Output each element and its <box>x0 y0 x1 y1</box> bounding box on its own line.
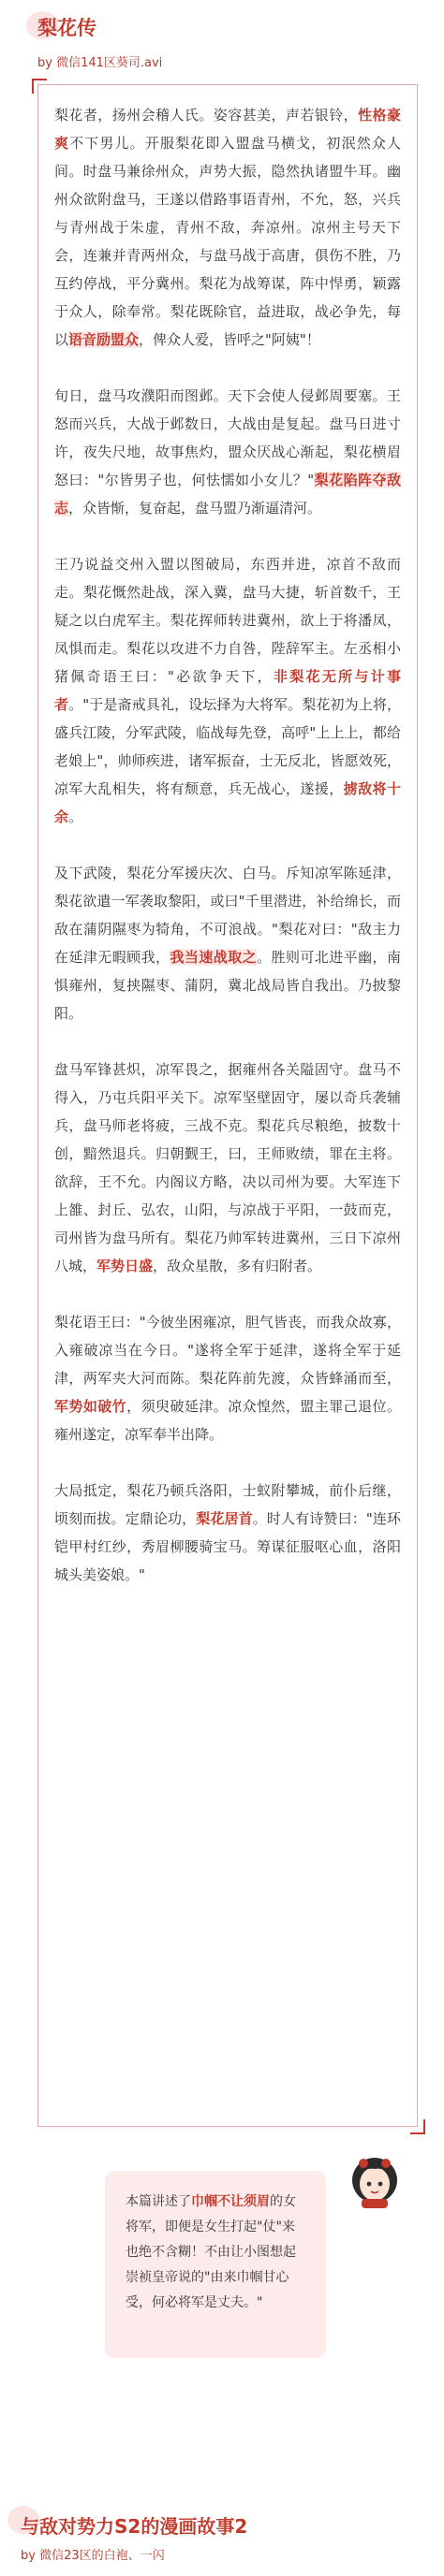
text-segment: 大局抵定，梨花乃顿兵洛阳，士蚁附攀城，前仆后继，顷刻而拔。定鼎论功， <box>54 1482 401 1527</box>
text-segment: ，众皆惭，复奋起，盘马盟乃渐逼清河。 <box>68 500 322 517</box>
author-byline: by 微信141区葵司.avi <box>37 56 163 70</box>
text-segment: 梨花者，扬州会稽人氏。姿容甚美，声若银铃， <box>54 107 359 124</box>
text-segment: 梨花语王曰："今彼坐困雍凉，胆气皆丧，而我众故寡，入雍破凉当在今日。"遂将全军于延津，遂将全军于延津，两军夹大河而陈。梨花阵前先渡，众皆蜂涌而至， <box>54 1314 401 1387</box>
text-segment: 本篇讲述了 <box>126 2194 191 2209</box>
card-corner-top-left <box>32 79 47 94</box>
text-segment: 不下男儿。开服梨花即入盟盘马横戈，初泯然众人间。时盘马兼徐州众，声势大振，隐然执诸盟牛耳。幽州众欲附盘马，王遂以借路事语青州，不允，怒，兴兵与青州战于朱虚，青州不敌，奔凉州。凉州主号天下会，连兼并青两州众，与盘马战于高唐，俱伤不胜，乃互约停战，平分冀州。梨花为战筹谋，阵中悍勇，颖露于众人，除奉常。梨花既除官，益进取，战必争先，每以 <box>54 135 401 348</box>
card-corner-bottom-right <box>410 2119 425 2134</box>
highlighted-text: 我当速战取之 <box>170 949 258 966</box>
text-segment: 的女将军，即便是女生打起"仗"来也绝不含糊！不由让小图想起崇祯皇帝说的"由来巾帼甘心受，何必将军是丈夫。" <box>126 2194 296 2310</box>
text-segment: 。"于是斋戒具礼，设坛择为大将军。梨花初为上将，盛兵江陵，分军武陵，临战每先登，高呼"上上上，都给老娘上"，帅师疾进，诸军振奋，士无反北，皆愿效死，凉军大乱相失，将有颓意，兵无战心，遂援， <box>54 696 401 797</box>
page-title: 梨花传 <box>37 17 96 39</box>
highlighted-text: 非梨花无所与计事者 <box>54 668 401 713</box>
text-segment: 。时人有诗赞曰："连环铠甲村红纱，秀眉柳腰骑宝马。筹谋征服呕心血，洛阳城头美姿娘。" <box>54 1510 401 1583</box>
highlighted-text: 巾帼不让须眉 <box>191 2194 270 2209</box>
summary-note <box>105 2171 326 2358</box>
text-segment: 。胜则可北进平幽，南惧雍州，复挟隰枣、蒲阴，冀北战局皆自我出。乃披黎阳。 <box>54 949 401 1022</box>
text-segment: 旬日，盘马攻濮阳而图邺。天下会使人侵邺周要塞。王怒而兴兵，大战于邺数日，大战由是复起。盘马日进寸许，夜失尺地，故事焦灼，盟众厌战心渐起，梨花横眉怒曰："尔皆男子也，何怯懦如小女儿？" <box>54 387 401 488</box>
highlighted-text: 性格豪爽 <box>54 107 401 152</box>
next-article-byline: by 微信23区的白袍、一闪 <box>21 2549 165 2563</box>
paragraph <box>54 1308 401 1448</box>
highlighted-text: 语音励盟众 <box>68 331 140 348</box>
highlighted-text: 军势如破竹 <box>54 1398 127 1415</box>
next-article-link[interactable]: 与敌对势力S2的漫画故事2 <box>21 2515 248 2538</box>
paragraph <box>54 101 401 354</box>
paragraph <box>54 1055 401 1280</box>
text-segment: ，敌众星散，多有归附者。 <box>153 1258 322 1274</box>
avatar <box>348 2152 401 2210</box>
text-segment: 盘马军锋甚炽，凉军畏之，据雍州各关隘固守。盘马不得入，乃屯兵阳平关下。凉军坚壁固守，屡以奇兵袭辅兵，盘马师老将疲，三战不克。梨花兵尽粮绝，披数十创，黯然退兵。归朝觐王，曰，王师败绩，罪在主将。欲辞，王不允。内阁议方略，决以司州为要。大军连下上雒、封丘、弘农，山阳，与凉战于平阳，一鼓而克，司州皆为盘马所有。梨花乃帅军转进冀州，三日下凉州八城， <box>54 1061 401 1274</box>
paragraph <box>54 382 401 522</box>
text-segment: 王乃说益交州入盟以图破局，东西并进，凉首不敌而走。梨花慨然赴战，深入冀，盘马大捷，斩首数千，王疑之以白虎军主。梨花挥师转进冀州，欲上于将潘凤，凤惧而走。梨花以攻进不力自咎，陛辞军主。左丞相小猪佩奇语王曰："必欲争天下， <box>54 556 401 685</box>
text-segment: ，俾众人爱，皆呼之"阿姨"！ <box>139 331 320 348</box>
paragraph <box>54 1477 401 1589</box>
text-segment: ，须臾破延津。凉众惶然，盟主罪己退位。雍州遂定，凉军奉半出降。 <box>54 1398 401 1443</box>
highlighted-text: 掳敌将十余 <box>54 780 401 825</box>
paragraph <box>54 859 401 1027</box>
highlighted-text: 军势日盛 <box>96 1258 154 1274</box>
text-segment: 及下武陵，梨花分军援庆次、白马。斥知凉军陈延津，梨花欲遣一军袭取黎阳，或曰"千里潜进，补给绵长，而敌在蒲阴隰枣为犄角，不可浪战。"梨花对曰："敌主力在延津无暇顾我， <box>54 865 401 966</box>
highlighted-text: 梨花陷阵夺敌志 <box>54 472 401 517</box>
paragraph <box>54 550 401 831</box>
text-segment: 。 <box>68 808 83 825</box>
highlighted-text: 梨花居首 <box>196 1510 253 1527</box>
article-body <box>54 101 401 1617</box>
